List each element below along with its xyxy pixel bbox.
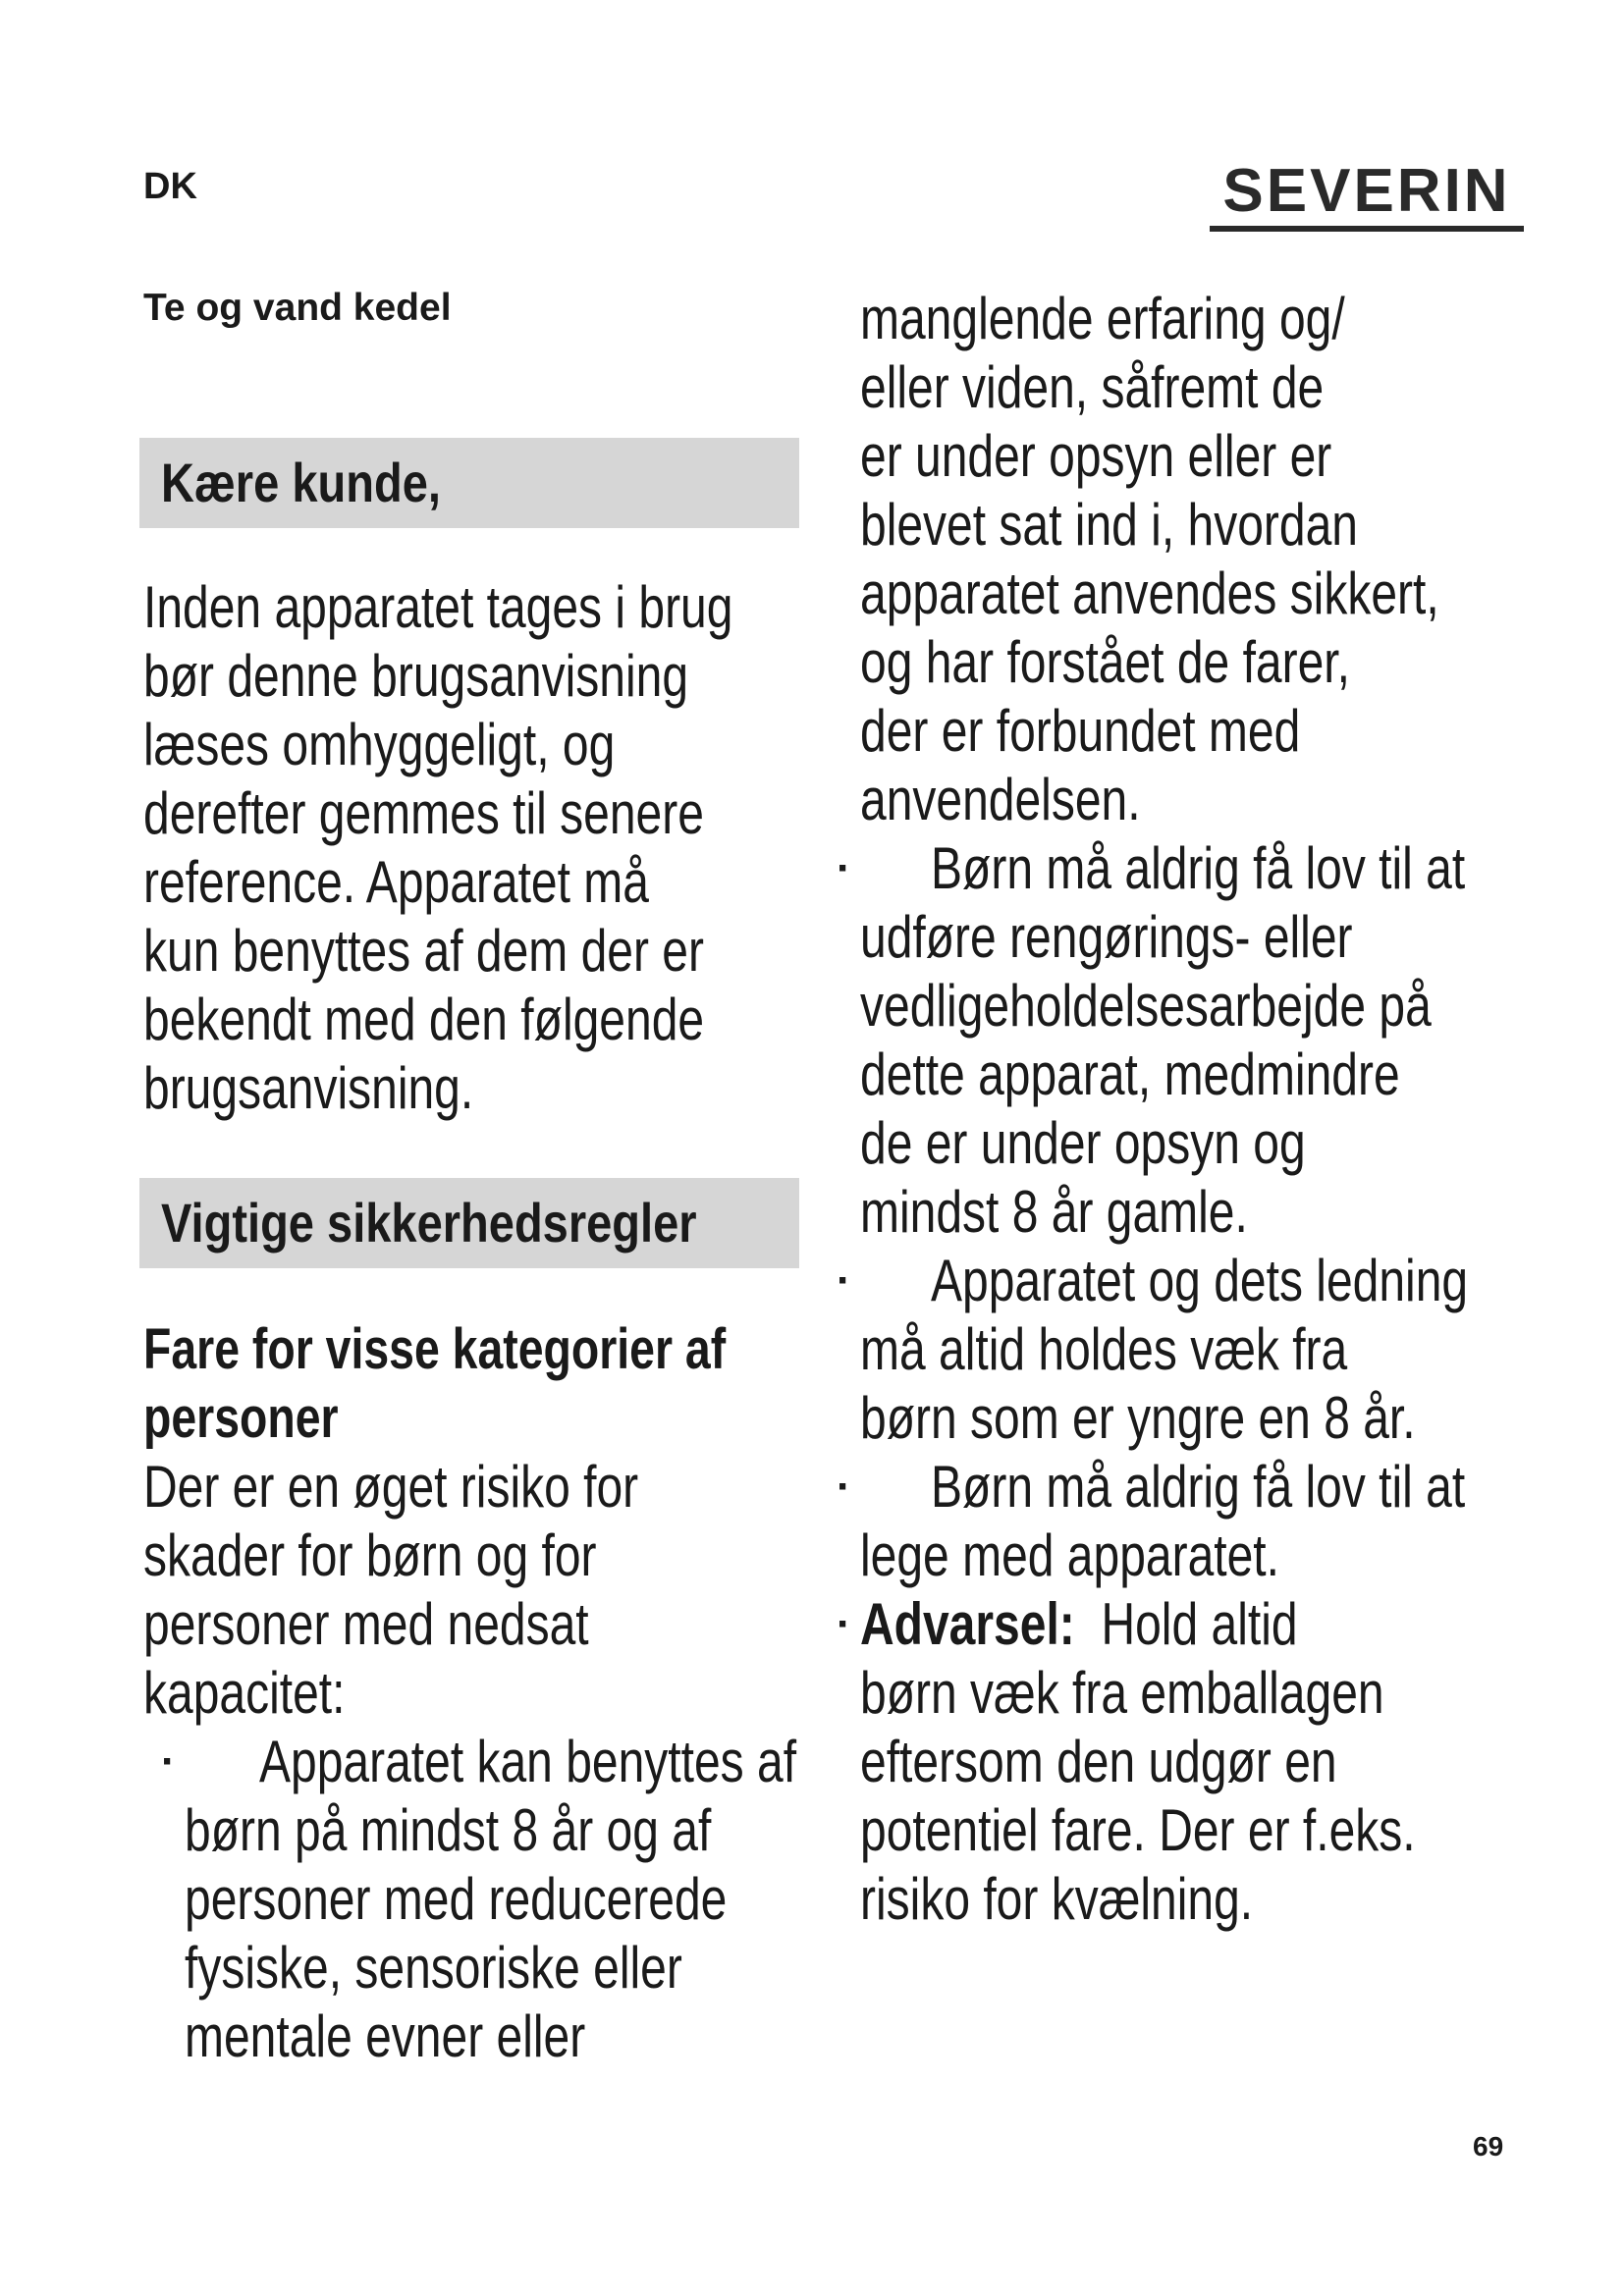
text-line: · Apparatet kan benyttes af xyxy=(161,1729,797,1794)
bullet-item-capable-users xyxy=(161,1728,850,2071)
text-line: potentiel fare. Der er f.eks. xyxy=(860,1797,1416,1863)
text-line xyxy=(837,1590,1567,1659)
text-line: mindst 8 år gamle. xyxy=(860,1179,1248,1245)
text-line: risiko for kvælning. xyxy=(860,1866,1254,1932)
text-line: dette apparat, medmindre xyxy=(860,1041,1400,1107)
bullet-icon: · xyxy=(161,1737,176,1786)
text-line: blevet sat ind i, hvordan xyxy=(860,492,1358,558)
text-line: kapacitet: xyxy=(143,1660,346,1726)
bullet-item-cord xyxy=(837,1247,1567,1453)
bullet-icon: · xyxy=(837,1463,851,1511)
bullet-icon: · xyxy=(837,1600,851,1648)
text-line: Fare for visse kategorier af xyxy=(143,1317,727,1381)
text-line: må altid holdes væk fra xyxy=(860,1316,1348,1382)
text-line: reference. Apparatet må xyxy=(143,849,649,915)
text-line: udføre rengørings- eller xyxy=(860,904,1353,970)
text-line: børn som er yngre en 8 år. xyxy=(860,1385,1416,1451)
bullet-icon: · xyxy=(837,1256,851,1305)
text-line: anvendelsen. xyxy=(860,767,1141,832)
text-line: eftersom den udgør en xyxy=(860,1729,1337,1794)
left-column xyxy=(143,438,850,2071)
text-line: børn på mindst 8 år og af xyxy=(185,1797,712,1863)
bullet-item-play xyxy=(837,1453,1567,1590)
bullet-item-cleaning xyxy=(837,834,1567,1247)
brand-logo: SEVERIN xyxy=(1210,161,1524,232)
text-line: bør denne brugsanvisning xyxy=(143,643,689,709)
right-column xyxy=(837,285,1567,1934)
text-line: mentale evner eller xyxy=(185,2003,586,2069)
text-line: · Apparatet og dets ledning xyxy=(837,1248,1469,1313)
text-line: manglende erfaring og/ xyxy=(860,286,1345,351)
heading-safety: Vigtige sikkerhedsregler xyxy=(139,1178,799,1268)
text-line: eller viden, såfremt de xyxy=(860,354,1325,420)
text-line: fysiske, sensoriske eller xyxy=(185,1935,682,2001)
subheading-risk-groups xyxy=(143,1315,850,1453)
heading-greeting: Kære kunde, xyxy=(139,438,799,528)
text-line: derefter gemmes til senere xyxy=(143,780,704,846)
text-line: · Børn må aldrig få lov til at xyxy=(837,835,1466,901)
bullet-icon: · xyxy=(837,844,851,892)
document-title: Te og vand kedel xyxy=(143,287,452,329)
text-line: Inden apparatet tages i brug xyxy=(143,574,733,640)
risk-paragraph xyxy=(143,1453,850,1728)
text-line: bekendt med den følgende xyxy=(143,987,705,1052)
text-line: · Børn må aldrig få lov til at xyxy=(837,1454,1466,1520)
continued-paragraph xyxy=(860,285,1567,834)
text-line: vedligeholdelsesarbejde på xyxy=(860,973,1432,1039)
text-line: personer med nedsat xyxy=(143,1591,589,1657)
text-line: læses omhyggeligt, og xyxy=(143,712,616,777)
warning-packaging xyxy=(837,1590,1567,1934)
warning-label: Advarsel: xyxy=(860,1591,1075,1657)
text-line: apparatet anvendes sikkert, xyxy=(860,561,1439,626)
text-line: børn væk fra emballagen xyxy=(860,1660,1384,1726)
text-line: kun benyttes af dem der er xyxy=(143,918,704,984)
intro-paragraph xyxy=(143,573,850,1123)
text-line: der er forbundet med xyxy=(860,698,1301,764)
text-line: skader for børn og for xyxy=(143,1522,597,1588)
text-line: Der er en øget risiko for xyxy=(143,1454,639,1520)
page-number: 69 xyxy=(1473,2131,1504,2162)
text-line: personer med reducerede xyxy=(185,1866,728,1932)
language-code: DK xyxy=(143,166,197,207)
text-line: lege med apparatet. xyxy=(860,1522,1279,1588)
text-line: brugsanvisning. xyxy=(143,1055,474,1121)
text-line: er under opsyn eller er xyxy=(860,423,1332,489)
text-line: de er under opsyn og xyxy=(860,1110,1306,1176)
text-line: og har forstået de farer, xyxy=(860,629,1350,695)
text-line: personer xyxy=(143,1386,339,1450)
warning-first-text: Hold altid xyxy=(1101,1591,1298,1657)
